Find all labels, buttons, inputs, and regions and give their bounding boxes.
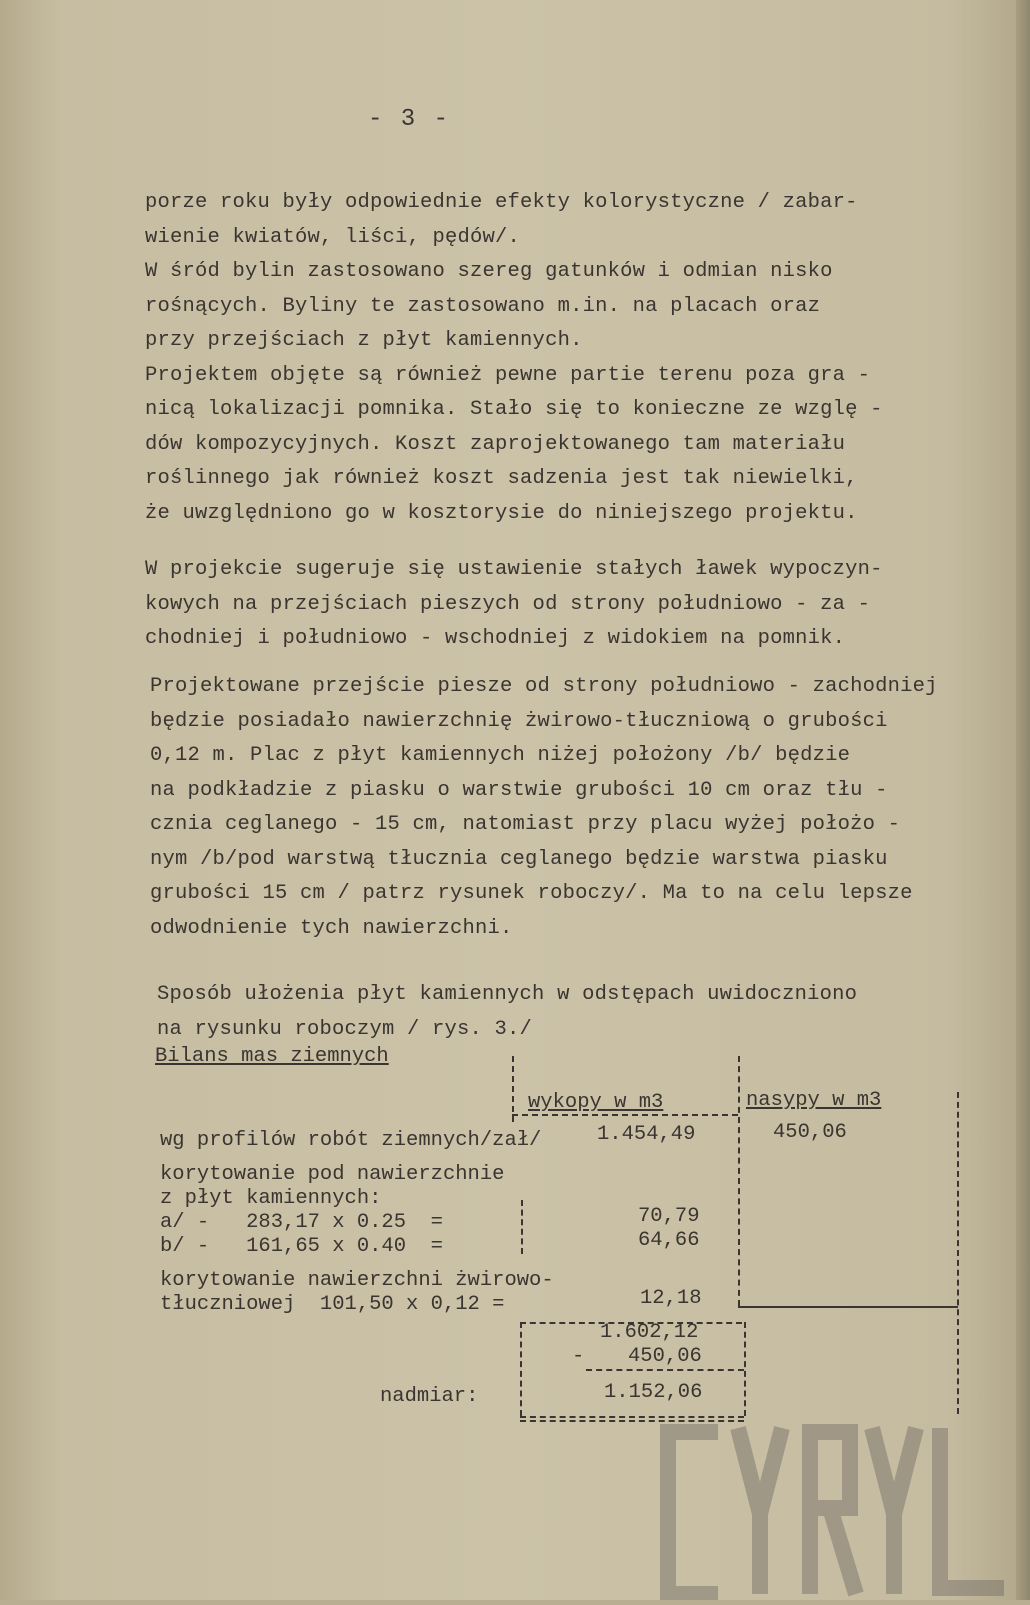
page-number: - 3 - — [368, 106, 451, 133]
text-line: na rysunku roboczym / rys. 3./ — [157, 1017, 533, 1041]
korytowanie-label-2: z płyt kamiennych: — [160, 1187, 382, 1210]
page-edge — [1016, 0, 1030, 1600]
zwir-label-1: korytowanie nawierzchni żwirowo- — [160, 1269, 554, 1292]
text-line: chodniej i południowo - wschodniej z widokiem na pomnik. — [145, 627, 846, 650]
table-title: Bilans mas ziemnych — [155, 1045, 389, 1068]
nadmiar-label: nadmiar: — [380, 1385, 479, 1408]
text-line: nicą lokalizacji pomnika. Stało się to konieczne ze wzglę - — [145, 398, 883, 421]
paragraph-stone-layout — [157, 978, 857, 1047]
text-line: na podkładzie z piasku o warstwie grubości 10 cm oraz tłu - — [150, 778, 888, 802]
zwir-value: 12,18 — [640, 1287, 702, 1310]
text-line: przy przejściach z płyt kamiennych. — [145, 329, 583, 352]
text-line: dów kompozycyjnych. Koszt zaprojektowanego tam materiału — [145, 432, 846, 456]
text-line: odwodnienie tych nawierzchni. — [150, 916, 513, 940]
minus-value: 450,06 — [628, 1345, 702, 1368]
column-header-nasypy: nasypy w m3 — [746, 1089, 882, 1112]
text-line: nym /b/pod warstwą tłucznia ceglanego będzie warstwa piasku — [150, 847, 888, 871]
table-rule — [512, 1056, 514, 1122]
column-header-wykopy: wykopy w m3 — [528, 1091, 664, 1114]
text-line: rośnących. Byliny te zastosowano m.in. na placach oraz — [145, 294, 821, 318]
table-rule — [520, 1322, 742, 1324]
text-line: grubości 15 cm / patrz rysunek roboczy/. Ma to na celu lepsze — [150, 882, 913, 905]
text-line: W śród bylin zastosowano szereg gatunków i odmian nisko — [145, 260, 833, 283]
text-line: porze roku były odpowiednie efekty kolorystyczne / zabar- — [145, 191, 858, 214]
text-line: że uwzględniono go w kosztorysie do niniejszego projektu. — [145, 501, 858, 525]
nadmiar-value: 1.152,06 — [604, 1381, 703, 1404]
text-line: będzie posiadało nawierzchnię żwirowo-tłuczniową o grubości — [150, 709, 888, 733]
row-profile-nasypy: 450,06 — [773, 1121, 847, 1144]
text-line: 0,12 m. Plac z płyt kamiennych niżej położony /b/ będzie — [150, 744, 851, 767]
table-rule — [738, 1056, 740, 1306]
row-b-value: 64,66 — [638, 1229, 700, 1252]
cyryl-watermark-logo — [660, 1418, 1010, 1600]
minus-sign: - — [572, 1345, 585, 1368]
table-rule — [512, 1114, 738, 1116]
sum-total: 1.602,12 — [600, 1321, 699, 1344]
row-a-label: a/ - 283,17 x 0.25 = — [160, 1211, 443, 1234]
row-profile-label: wg profilów robót ziemnych/zał/ — [160, 1129, 542, 1152]
text-line: Sposób ułożenia płyt kamiennych w odstępach uwidoczniono — [157, 983, 858, 1006]
row-profile-wykopy: 1.454,49 — [597, 1123, 696, 1146]
table-rule — [957, 1092, 959, 1414]
table-rule — [744, 1322, 746, 1416]
text-line: W projekcie sugeruje się ustawienie stałych ławek wypoczyn- — [145, 558, 883, 581]
text-line: Projektowane przejście piesze od strony południowo - zachodniej — [150, 675, 938, 698]
table-rule — [738, 1306, 958, 1308]
paragraph-benches — [145, 553, 883, 657]
text-line: roślinnego jak również koszt sadzenia jest tak niewielki, — [145, 467, 858, 490]
text-line: kowych na przejściach pieszych od strony południowo - za - — [145, 592, 871, 616]
text-line: cznia ceglanego - 15 cm, natomiast przy placu wyżej położo - — [150, 813, 901, 836]
paragraph-surfaces — [150, 670, 938, 946]
table-rule — [520, 1322, 522, 1416]
text-line: wienie kwiatów, liści, pędów/. — [145, 225, 521, 249]
table-rule — [586, 1369, 744, 1371]
row-b-label: b/ - 161,65 x 0.40 = — [160, 1235, 443, 1258]
table-rule — [521, 1200, 523, 1254]
row-a-value: 70,79 — [638, 1205, 700, 1228]
text-line: Projektem objęte są również pewne partie terenu poza gra - — [145, 363, 871, 387]
korytowanie-label-1: korytowanie pod nawierzchnie — [160, 1163, 505, 1186]
paragraph-plants — [145, 186, 883, 531]
zwir-label-2: tłuczniowej 101,50 x 0,12 = — [160, 1293, 505, 1316]
